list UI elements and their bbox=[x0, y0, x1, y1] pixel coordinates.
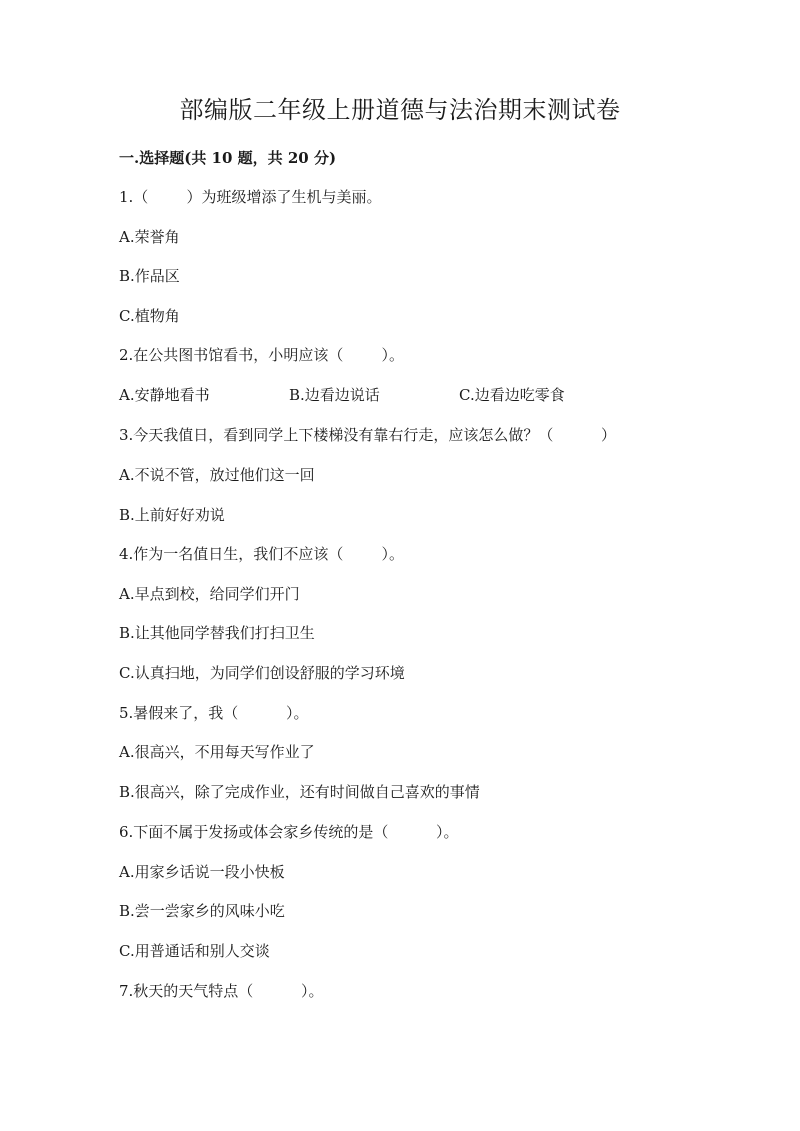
question-3-option-a: A.不说不管，放过他们这一回 bbox=[119, 466, 315, 484]
question-6-option-a: A.用家乡话说一段小快板 bbox=[119, 863, 285, 881]
section-heading: 一.选择题(共 10 题，共 20 分) bbox=[119, 149, 337, 167]
question-5-option-b: B.很高兴，除了完成作业，还有时间做自己喜欢的事情 bbox=[119, 783, 480, 801]
question-3-stem: 3.今天我值日，看到同学上下楼梯没有靠右行走，应该怎么做？（ ） bbox=[119, 426, 616, 444]
question-5-option-a: A.很高兴，不用每天写作业了 bbox=[119, 743, 315, 761]
question-1-option-c: C.植物角 bbox=[119, 307, 180, 325]
question-2-option-b: B.边看边说话 bbox=[289, 386, 380, 404]
question-4-option-a: A.早点到校，给同学们开门 bbox=[119, 585, 300, 603]
question-5-stem: 5.暑假来了，我（ ）。 bbox=[119, 704, 309, 722]
question-1-stem: 1.（ ）为班级增添了生机与美丽。 bbox=[119, 188, 382, 206]
question-2-option-c: C.边看边吃零食 bbox=[459, 386, 565, 404]
question-4-option-c: C.认真扫地，为同学们创设舒服的学习环境 bbox=[119, 664, 405, 682]
page-title: 部编版二年级上册道德与法治期末测试卷 bbox=[179, 96, 621, 124]
question-6-option-c: C.用普通话和别人交谈 bbox=[119, 942, 270, 960]
question-1-option-b: B.作品区 bbox=[119, 267, 180, 285]
question-2-option-a: A.安静地看书 bbox=[119, 386, 210, 404]
question-3-option-b: B.上前好好劝说 bbox=[119, 506, 225, 524]
question-6-stem: 6.下面不属于发扬或体会家乡传统的是（ ）。 bbox=[119, 823, 459, 841]
question-1-option-a: A.荣誉角 bbox=[119, 228, 180, 246]
question-6-option-b: B.尝一尝家乡的风味小吃 bbox=[119, 902, 285, 920]
question-2-stem: 2.在公共图书馆看书，小明应该（ ）。 bbox=[119, 346, 404, 364]
question-2-options bbox=[119, 384, 565, 406]
question-4-option-b: B.让其他同学替我们打扫卫生 bbox=[119, 624, 315, 642]
question-7-stem: 7.秋天的天气特点（ ）。 bbox=[119, 982, 324, 1000]
question-4-stem: 4.作为一名值日生，我们不应该（ ）。 bbox=[119, 545, 404, 563]
